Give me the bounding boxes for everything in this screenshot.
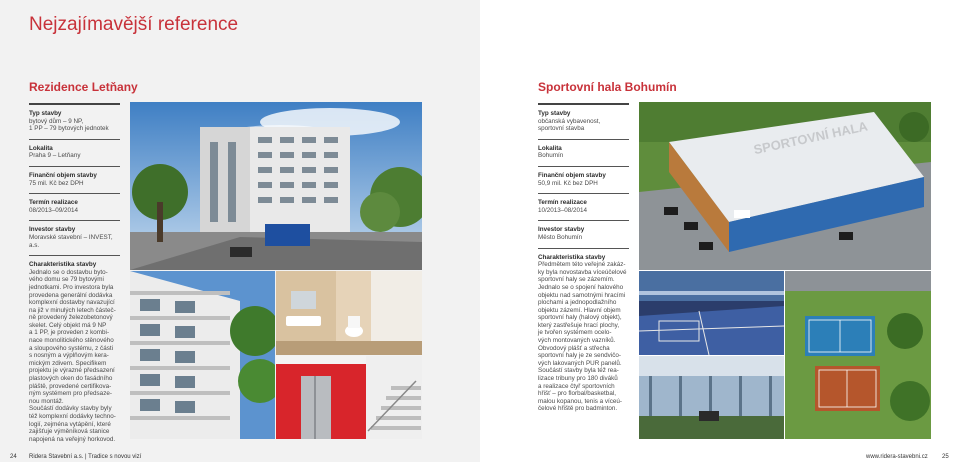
right-page-number: 25 — [942, 454, 949, 460]
info-field-value: 50,9 mil. Kč bez DPH — [538, 179, 598, 187]
info-field-value: bytový dům – 9 NP, 1 PP – 79 bytových jednotek — [29, 117, 109, 133]
info-field — [538, 139, 629, 160]
outdoor-courts-aerial-photo — [785, 271, 931, 439]
info-field-value: 08/2013–09/2014 — [29, 206, 79, 214]
right-project-title: Sportovní hala Bohumín — [538, 80, 677, 94]
footer-separator: | — [85, 454, 87, 460]
info-field-label: Lokalita — [29, 144, 53, 152]
bathroom-photo — [276, 271, 422, 355]
right-project-info — [538, 103, 629, 419]
info-field — [538, 248, 629, 413]
info-field — [29, 193, 120, 214]
info-field-value: Moravské stavební – INVEST, a.s. — [29, 233, 113, 249]
info-field-value: Praha 9 – Letňany — [29, 152, 81, 160]
info-field-label: Termín realizace — [538, 199, 587, 207]
footer-slogan: Tradice s novou vizí — [88, 454, 142, 460]
info-field — [29, 103, 120, 133]
info-field — [29, 139, 120, 160]
info-field-label: Investor stavby — [538, 226, 585, 234]
left-project-info — [29, 103, 120, 449]
indoor-court-photo — [639, 271, 784, 355]
info-field-label: Termín realizace — [29, 199, 78, 207]
building-balconies-photo — [130, 271, 275, 439]
info-field-label: Investor stavby — [29, 226, 76, 234]
footer-url: www.ridera-stavebni.cz — [866, 454, 928, 460]
info-field-label: Typ stavby — [29, 110, 62, 117]
building-sign: SPORTOVNÍ HALA — [752, 118, 869, 158]
info-field — [538, 103, 629, 133]
info-field-value: občanská vybavenost, sportovní stavba — [538, 117, 601, 133]
info-field-label: Charakteristika stavby — [29, 261, 97, 269]
info-field — [538, 220, 629, 241]
info-field-value: Bohumín — [538, 152, 564, 160]
footer-credit — [29, 454, 141, 460]
info-field-value: Jednalo se o dostavbu byto- vého domu se 79 bytovými jednotkami. Pro investora byla provedena generální dodávka komplexní dostavby navazující na již v minulých letech částeč- ně provedený železobetonový skelet. Celý objekt má 9 NP a 1 PP, je proveden z kombi- nace monolitického stěnového a sloupového systému, z části s nosným a výplňovým kera- mickým zdivem. Specifikem projektu je výrazné předsazení plastových oken do fasádního pláště, provedené certifikova- ným systémem pro předsaze- nou montáž. Součástí dodávky stavby byly též komplexní dodávky techno- logií, zejména vytápění, které zajišťuje výměníková stanice napojená na veřejný horkovod. — [29, 268, 116, 443]
info-field — [538, 193, 629, 214]
red-lobby-elevator-photo — [276, 356, 422, 439]
info-field-value: Předmětem této veřejné zakáz- ky byla novostavba víceúčelové sportovní haly se zázemím. Jednalo se o spojení halového objektu nad samotnými hracími plochami a jednopodlažního objektu zázemí. Hlavní objem sportovní haly (halový objekt), který zastřešuje hrací plochy, je tvořen systémem ocelo- vých montovaných vazníků. Obvodový plášť a střecha sportovní haly je ze sendvičo- vých lakovaných PUR panelů. Součástí stavby byla též rea- lizace tribuny pro 180 diváků a realizace čtyř sportovních hřišť – pro florbal/basketbal, malou kopanou, tenis a víceú- čelové hřiště pro badminton. — [538, 261, 627, 413]
sports-hall-aerial-photo — [639, 102, 931, 270]
info-field — [29, 166, 120, 187]
info-field — [538, 166, 629, 187]
left-page-number: 24 — [10, 454, 17, 460]
left-project-title: Rezidence Letňany — [29, 80, 138, 94]
info-field-label: Finanční objem stavby — [29, 171, 97, 179]
info-field-value: 10/2013–08/2014 — [538, 206, 588, 214]
info-field — [29, 220, 120, 249]
footer-company: Ridera Stavební a.s. — [29, 454, 84, 460]
info-field-label: Charakteristika stavby — [538, 253, 606, 261]
info-field-label: Typ stavby — [538, 110, 571, 117]
info-field — [29, 255, 120, 443]
page-title: Nejzajímavější reference — [29, 14, 239, 35]
info-field-value: 75 mil. Kč bez DPH — [29, 179, 84, 187]
hall-interior-photo — [639, 356, 784, 439]
info-field-label: Finanční objem stavby — [538, 171, 606, 179]
info-field-label: Lokalita — [538, 144, 562, 152]
info-field-value: Město Bohumín — [538, 233, 583, 241]
residential-building-photo — [130, 102, 422, 270]
